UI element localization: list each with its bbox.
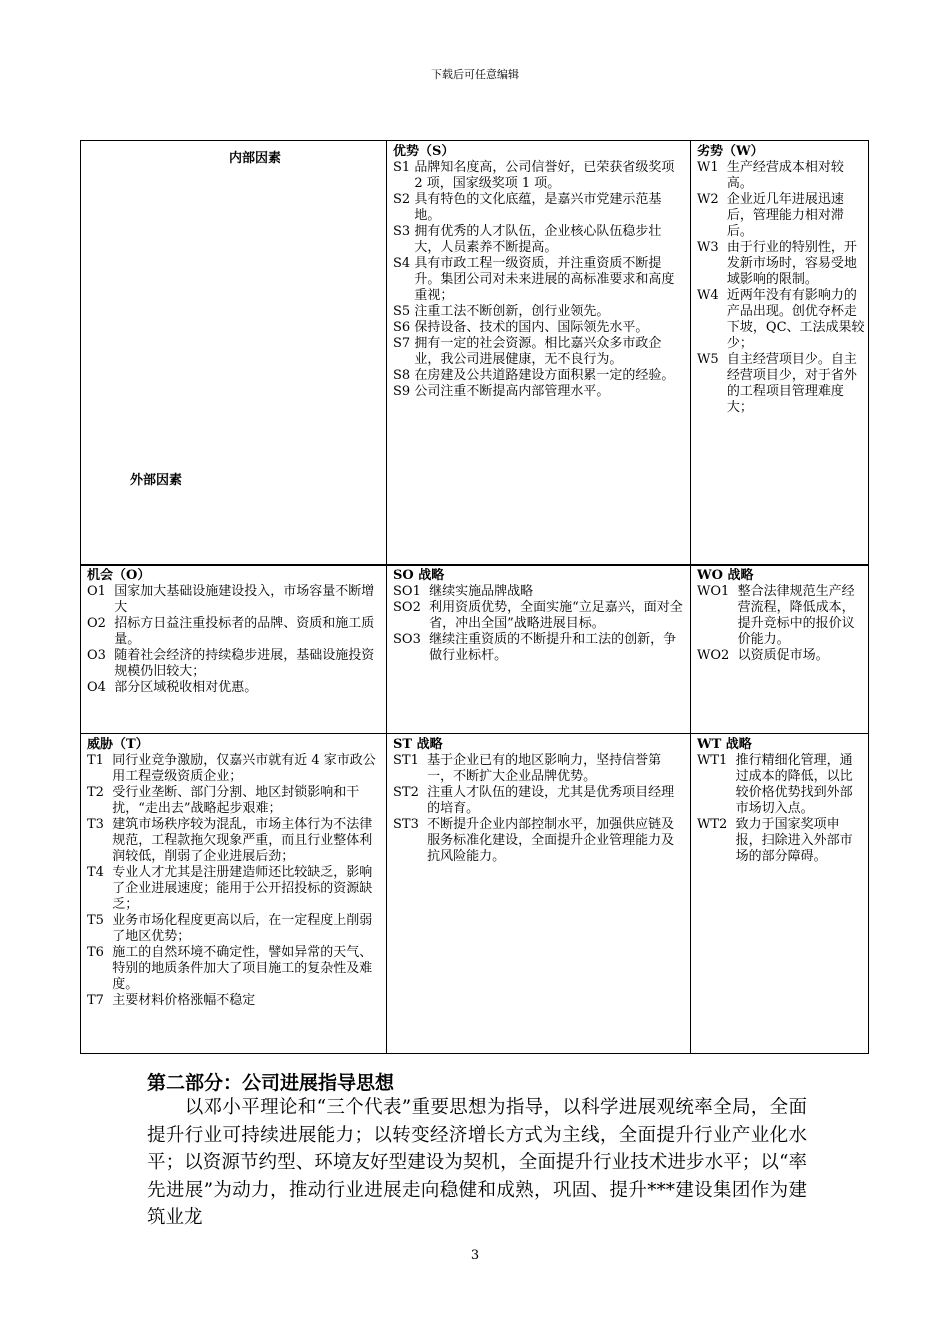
list-item <box>393 600 685 632</box>
item-code: O4 <box>87 680 115 695</box>
list-item <box>697 160 865 192</box>
item-text: 继续实施品牌战略 <box>429 584 534 599</box>
item-text: 具有特色的文化底蕴，是嘉兴市党建示范基地。 <box>414 192 662 223</box>
item-text: 注重人才队伍的建设，尤其是优秀项目经理的培育。 <box>427 785 675 816</box>
list-item <box>393 384 685 400</box>
so-strategy-list <box>393 584 685 664</box>
item-text: 基于企业已有的地区影响力，坚持信誉第一，不断扩大企业品牌优势。 <box>427 753 662 784</box>
weaknesses-cell <box>697 144 865 564</box>
list-item <box>87 616 383 648</box>
weaknesses-title: 劣势（W） <box>697 144 764 159</box>
weaknesses-list <box>697 160 865 416</box>
item-code: T5 <box>87 913 113 928</box>
item-code: ST1 <box>393 753 428 768</box>
item-text: 注重工法不断创新，创行业领先。 <box>414 304 610 319</box>
item-text: 生产经营成本相对较高。 <box>726 160 844 191</box>
list-item <box>393 304 685 320</box>
list-item <box>393 785 685 817</box>
item-text: 致力于国家奖项申报，扫除进入外部市场的部分障碍。 <box>735 817 853 864</box>
item-text: 继续注重资质的不断提升和工法的创新，争做行业标杆。 <box>429 632 677 663</box>
wo-strategy-cell <box>697 568 865 733</box>
list-item <box>393 224 685 256</box>
st-strategy-title: ST 战略 <box>393 737 443 752</box>
external-factors-label: 外部因素 <box>130 473 183 488</box>
item-text: 自主经营项目少。自主经营项目少，对于省外的工程项目管理难度大； <box>726 352 857 415</box>
item-text: 由于行业的特别性，开发新市场时，容易受地域影响的限制。 <box>726 240 857 287</box>
item-code: SO3 <box>393 632 430 647</box>
threats-cell <box>87 737 383 1053</box>
list-item <box>393 584 685 600</box>
item-text: 受行业垄断、部门分割、地区封锁影响和干扰，“走出去”战略起步艰难； <box>112 785 360 816</box>
item-text: 利用资质优势，全面实施“立足嘉兴，面对全省，冲出全国”战略进展目标。 <box>429 600 683 631</box>
list-item <box>393 320 685 336</box>
item-text: 推行精细化管理，通过成本的降低，以比较价格优势找到外部市场切入点。 <box>735 753 853 816</box>
swot-table <box>80 140 869 1054</box>
list-item <box>87 584 383 616</box>
so-strategy-title: SO 战略 <box>393 568 445 583</box>
list-item <box>697 817 865 865</box>
item-code: WO1 <box>697 584 738 599</box>
list-item <box>87 913 383 945</box>
item-text: 拥有优秀的人才队伍，企业核心队伍稳步壮大，人员素养不断提高。 <box>414 224 662 255</box>
list-item <box>697 648 865 664</box>
item-code: S9 <box>393 384 415 399</box>
list-item <box>697 584 865 648</box>
strengths-cell <box>393 144 685 564</box>
item-text: 具有市政工程一级资质，并注重资质不断提升。集团公司对未来进展的高标准要求和高度重视； <box>414 256 675 303</box>
item-text: 专业人才尤其是注册建造师还比较缺乏，影响了企业进展速度；能用于公开招投标的资源缺乏； <box>112 865 373 912</box>
st-strategy-cell <box>393 737 685 1053</box>
list-item <box>393 160 685 192</box>
st-strategy-list <box>393 753 685 865</box>
threats-title: 威胁（T） <box>87 737 149 752</box>
item-text: 整合法律规范生产经营流程，降低成本，提升竞标中的报价议价能力。 <box>737 584 855 647</box>
item-code: T6 <box>87 945 113 960</box>
section-title: 第二部分：公司进展指导思想 <box>147 1072 395 1094</box>
list-item <box>393 192 685 224</box>
item-text: 以资质促市场。 <box>737 648 829 663</box>
wt-strategy-title: WT 战略 <box>697 737 752 752</box>
list-item <box>697 192 865 240</box>
item-text: 公司注重不断提高内部管理水平。 <box>414 384 610 399</box>
opportunities-list <box>87 584 383 696</box>
opportunities-cell <box>87 568 383 733</box>
list-item <box>393 336 685 368</box>
list-item <box>87 865 383 913</box>
wo-strategy-title: WO 战略 <box>697 568 754 583</box>
list-item <box>697 352 865 416</box>
item-code: O1 <box>87 584 115 599</box>
item-code: S1 <box>393 160 415 175</box>
wt-strategy-list <box>697 753 865 865</box>
item-text: 拥有一定的社会资源。相比嘉兴众多市政企业，我公司进展健康，无不良行为。 <box>414 336 662 367</box>
item-code: T1 <box>87 753 113 768</box>
item-code: S7 <box>393 336 415 351</box>
item-code: T3 <box>87 817 113 832</box>
list-item <box>697 753 865 817</box>
list-item <box>697 240 865 288</box>
item-text: 招标方日益注重投标者的品牌、资质和施工质量。 <box>114 616 375 647</box>
page-number: 3 <box>470 1248 480 1263</box>
list-item <box>393 753 685 785</box>
list-item <box>393 256 685 304</box>
list-item <box>87 680 383 696</box>
item-code: S5 <box>393 304 415 319</box>
item-code: S2 <box>393 192 415 207</box>
strengths-list <box>393 160 685 400</box>
item-code: W2 <box>697 192 727 207</box>
wt-strategy-cell <box>697 737 865 1053</box>
item-code: T4 <box>87 865 113 880</box>
item-text: 随着社会经济的持续稳步进展，基础设施投资规模仍旧较大； <box>114 648 375 679</box>
item-text: 国家加大基础设施建设投入，市场容量不断增大 <box>114 584 375 615</box>
item-text: 品牌知名度高，公司信誉好，已荣获省级奖项 2 项，国家级奖项 1 项。 <box>414 160 675 191</box>
threats-list <box>87 753 383 1009</box>
item-code: WT1 <box>697 753 736 768</box>
item-code: W5 <box>697 352 727 367</box>
item-code: O3 <box>87 648 115 663</box>
strengths-title: 优势（S） <box>393 144 455 159</box>
item-code: T2 <box>87 785 113 800</box>
item-code: W1 <box>697 160 727 175</box>
so-strategy-cell <box>393 568 685 733</box>
item-code: ST3 <box>393 817 428 832</box>
item-code: S6 <box>393 320 415 335</box>
item-text: 保持设备、技术的国内、国际领先水平。 <box>414 320 649 335</box>
list-item <box>697 288 865 352</box>
item-text: 建筑市场秩序较为混乱，市场主体行为不法律规范，工程款拖欠现象严重，而且行业整体利润较低，削弱了企业进展后劲； <box>112 817 373 864</box>
item-code: W4 <box>697 288 727 303</box>
internal-factors-label: 内部因素 <box>229 151 282 166</box>
header-note: 下载后可任意编辑 <box>431 68 519 81</box>
list-item <box>393 632 685 664</box>
item-code: T7 <box>87 993 113 1008</box>
list-item <box>87 753 383 785</box>
item-code: WO2 <box>697 648 738 663</box>
item-text: 业务市场化程度更高以后，在一定程度上削弱了地区优势； <box>112 913 373 944</box>
item-text: 同行业竞争激励，仅嘉兴市就有近 4 家市政公用工程壹级资质企业； <box>112 753 376 784</box>
item-code: SO1 <box>393 584 430 599</box>
item-text: 施工的自然环境不确定性，譬如异常的天气、特别的地质条件加大了项目施工的复杂性及难度。 <box>112 945 373 992</box>
header-cell <box>81 141 386 564</box>
item-text: 部分区域税收相对优惠。 <box>114 680 258 695</box>
list-item <box>87 945 383 993</box>
list-item <box>87 817 383 865</box>
item-text: 主要材料价格涨幅不稳定 <box>112 993 256 1008</box>
item-code: S4 <box>393 256 415 271</box>
item-code: WT2 <box>697 817 736 832</box>
item-code: S3 <box>393 224 415 239</box>
body-paragraph: 以邓小平理论和“三个代表”重要思想为指导，以科学进展观统率全局，全面提升行业可持续进展能力；以转变经济增长方式为主线，全面提升行业产业化水平；以资源节约型、环境友好型建设为契机，全面提升行业技术进步水平；以“率先进展”为动力，推动行业进展走向稳健和成熟，巩固、提升***建设集团作为建筑业龙 <box>147 1097 807 1228</box>
list-item <box>393 817 685 865</box>
list-item <box>87 993 383 1009</box>
list-item <box>87 648 383 680</box>
wo-strategy-list <box>697 584 865 664</box>
item-code: O2 <box>87 616 115 631</box>
item-text: 在房建及公共道路建设方面积累一定的经验。 <box>414 368 675 383</box>
item-code: W3 <box>697 240 727 255</box>
item-code: SO2 <box>393 600 430 615</box>
item-text: 企业近几年进展迅速后，管理能力相对滞后。 <box>726 192 844 239</box>
item-text: 不断提升企业内部控制水平，加强供应链及服务标准化建设，全面提升企业管理能力及抗风险能力。 <box>427 817 675 864</box>
item-code: ST2 <box>393 785 428 800</box>
item-code: S8 <box>393 368 415 383</box>
opportunities-title: 机会（O） <box>87 568 151 583</box>
list-item <box>87 785 383 817</box>
item-text: 近两年没有有影响力的产品出现。创优夺杯走下坡，QC、工法成果较少； <box>726 288 865 351</box>
list-item <box>393 368 685 384</box>
